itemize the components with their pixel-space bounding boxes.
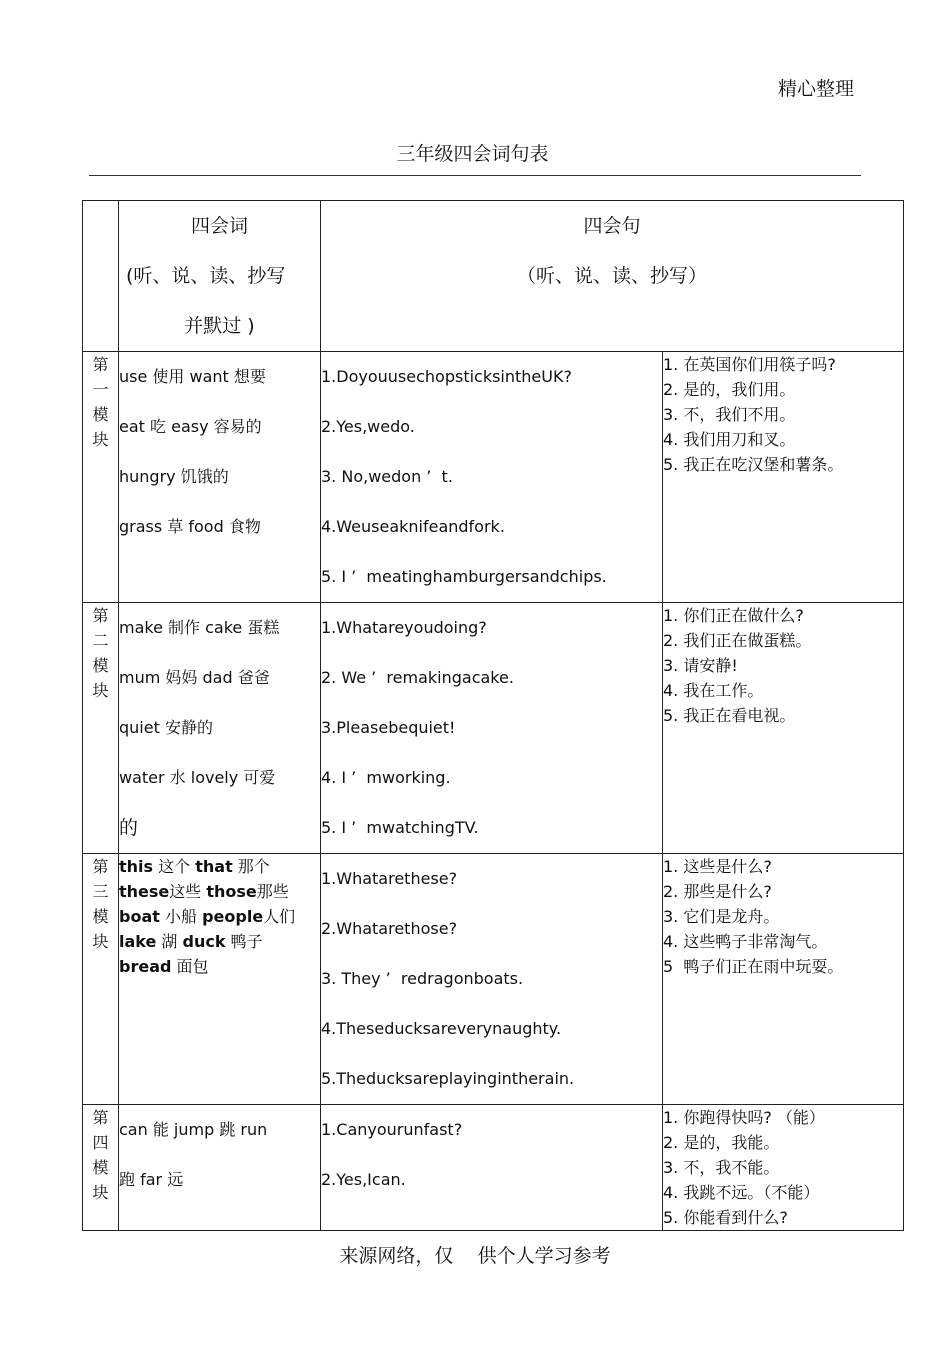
header-blank-cell [83, 201, 119, 352]
english-sentence: 5.Theducksareplayingintherain. [321, 1069, 575, 1088]
word-line [119, 879, 320, 904]
word-chinese: 湖 [156, 932, 183, 951]
module-label [83, 352, 119, 603]
word-line: 的 [119, 817, 139, 839]
header-sentences-cell [321, 201, 904, 352]
chinese-sentence: 3. 不，我不能。 [663, 1158, 780, 1177]
english-sentence: 2.Yes,Ican. [321, 1170, 406, 1189]
english-sentence: 5. I ’ meatinghamburgersandchips. [321, 567, 607, 586]
table-row [83, 603, 904, 854]
chinese-sentence: 2. 是的，我能。 [663, 1133, 780, 1152]
module-label-char: 第 [92, 355, 109, 374]
word-chinese: 这些 [169, 882, 207, 901]
module-label-char: 四 [92, 1133, 109, 1152]
module-label-char: 模 [92, 405, 109, 424]
word-line [119, 929, 320, 954]
word-english: that [195, 857, 233, 876]
header-words-title: 四会词 [190, 215, 248, 237]
word-line: hungry 饥饿的 [119, 467, 229, 486]
module-words [119, 603, 321, 854]
word-line: water 水 lovely 可爱 [119, 768, 276, 787]
footer-note: 来源网络，仅 供个人学习参考 [339, 1245, 611, 1267]
table-row [83, 854, 904, 1105]
word-line [119, 854, 320, 879]
word-english: this [119, 857, 154, 876]
english-sentence: 3. No,wedon ’ t. [321, 467, 453, 486]
chinese-sentence: 4. 我们用刀和叉。 [663, 430, 796, 449]
module-label-char: 模 [92, 1158, 109, 1177]
word-line: grass 草 food 食物 [119, 517, 261, 536]
word-line: mum 妈妈 dad 爸爸 [119, 668, 270, 687]
word-english: duck [182, 932, 226, 951]
module-words [119, 1105, 321, 1231]
english-sentence: 3.Pleasebequiet! [321, 718, 456, 737]
header-note: 精心整理 [777, 78, 854, 100]
table-header-row [83, 201, 904, 352]
word-english: those [206, 882, 257, 901]
module-label [83, 1105, 119, 1231]
word-line: eat 吃 easy 容易的 [119, 417, 262, 436]
header-sentences-note: （听、说、读、抄写） [517, 265, 708, 287]
chinese-sentence: 3. 请安静! [663, 656, 738, 675]
chinese-sentence: 2. 那些是什么? [663, 882, 772, 901]
module-label [83, 854, 119, 1105]
english-sentence: 5. I ’ mwatchingTV. [321, 818, 479, 837]
english-sentence: 2.Yes,wedo. [321, 417, 415, 436]
word-line: use 使用 want 想要 [119, 367, 266, 386]
english-sentence: 1.DoyouusechopsticksintheUK? [321, 367, 572, 386]
chinese-sentence: 5. 我正在看电视。 [663, 706, 796, 725]
table-row [83, 352, 904, 603]
header-words-cell [119, 201, 321, 352]
chinese-sentence: 3. 它们是龙舟。 [663, 907, 780, 926]
module-label [83, 603, 119, 854]
module-label-char: 二 [92, 631, 109, 650]
word-line: make 制作 cake 蛋糕 [119, 618, 280, 637]
module-label-char: 第 [92, 606, 109, 625]
module-chinese-sentences [663, 854, 904, 1105]
word-line: 跑 far 远 [119, 1170, 184, 1189]
word-english: bread [119, 957, 172, 976]
module-english-sentences [321, 1105, 663, 1231]
word-line [119, 904, 320, 929]
chinese-sentence: 4. 我跳不远。（不能） [663, 1183, 820, 1202]
word-chinese: 小船 [159, 907, 203, 926]
english-sentence: 1.Whatarethese? [321, 869, 458, 888]
module-label-char: 第 [92, 1108, 109, 1127]
word-chinese: 面包 [171, 957, 209, 976]
module-chinese-sentences [663, 352, 904, 603]
english-sentence: 3. They ’ redragonboats. [321, 969, 524, 988]
header-sentences-title: 四会句 [583, 215, 641, 237]
word-english: boat [119, 907, 160, 926]
module-chinese-sentences [663, 603, 904, 854]
chinese-sentence: 5 鸭子们正在雨中玩耍。 [663, 957, 844, 976]
module-label-char: 块 [92, 1183, 109, 1202]
chinese-sentence: 1. 你们正在做什么? [663, 606, 804, 625]
module-label-char: 一 [92, 380, 109, 399]
english-sentence: 2. We ’ remakingacake. [321, 668, 514, 687]
module-label-char: 模 [92, 656, 109, 675]
word-line [119, 954, 320, 979]
module-chinese-sentences [663, 1105, 904, 1231]
word-chinese: 那个 [232, 857, 270, 876]
chinese-sentence: 1. 在英国你们用筷子吗? [663, 355, 836, 374]
module-label-char: 块 [92, 681, 109, 700]
module-label-char: 模 [92, 907, 109, 926]
module-label-char: 第 [92, 857, 109, 876]
english-sentence: 1.Canyourunfast? [321, 1120, 463, 1139]
table-row [83, 1105, 904, 1231]
module-label-char: 块 [92, 932, 109, 951]
module-english-sentences [321, 603, 663, 854]
header-words-note: (听、说、读、抄写 [126, 265, 286, 287]
english-sentence: 4.Weuseaknifeandfork. [321, 517, 505, 536]
chinese-sentence: 2. 是的，我们用。 [663, 380, 796, 399]
word-chinese: 那些 [256, 882, 289, 901]
word-chinese: 这个 [153, 857, 196, 876]
word-line: quiet 安静的 [119, 718, 213, 737]
header-words-note-end: 并默过 ) [184, 315, 255, 337]
module-english-sentences [321, 352, 663, 603]
chinese-sentence: 4. 这些鸭子非常淘气。 [663, 932, 828, 951]
word-line: can 能 jump 跳 run [119, 1120, 268, 1139]
english-sentence: 1.Whatareyoudoing? [321, 618, 487, 637]
word-english: these [119, 882, 170, 901]
vocabulary-table [82, 200, 904, 1231]
module-words [119, 854, 321, 1105]
chinese-sentence: 5. 我正在吃汉堡和薯条。 [663, 455, 844, 474]
english-sentence: 2.Whatarethose? [321, 919, 458, 938]
module-label-char: 块 [92, 430, 109, 449]
english-sentence: 4.Theseducksareverynaughty. [321, 1019, 562, 1038]
word-english: people [202, 907, 264, 926]
chinese-sentence: 3. 不，我们不用。 [663, 405, 796, 424]
word-chinese: 鸭子 [225, 932, 263, 951]
chinese-sentence: 2. 我们正在做蛋糕。 [663, 631, 812, 650]
word-chinese: 人们 [263, 907, 296, 926]
title-underline [89, 175, 861, 176]
chinese-sentence: 5. 你能看到什么? [663, 1208, 788, 1227]
module-label-char: 三 [92, 882, 109, 901]
word-english: lake [119, 932, 157, 951]
english-sentence: 4. I ’ mworking. [321, 768, 451, 787]
document-title: 三年级四会词句表 [396, 143, 549, 165]
module-words [119, 352, 321, 603]
chinese-sentence: 4. 我在工作。 [663, 681, 764, 700]
chinese-sentence: 1. 你跑得快吗? （能） [663, 1108, 825, 1127]
chinese-sentence: 1. 这些是什么? [663, 857, 772, 876]
module-english-sentences [321, 854, 663, 1105]
